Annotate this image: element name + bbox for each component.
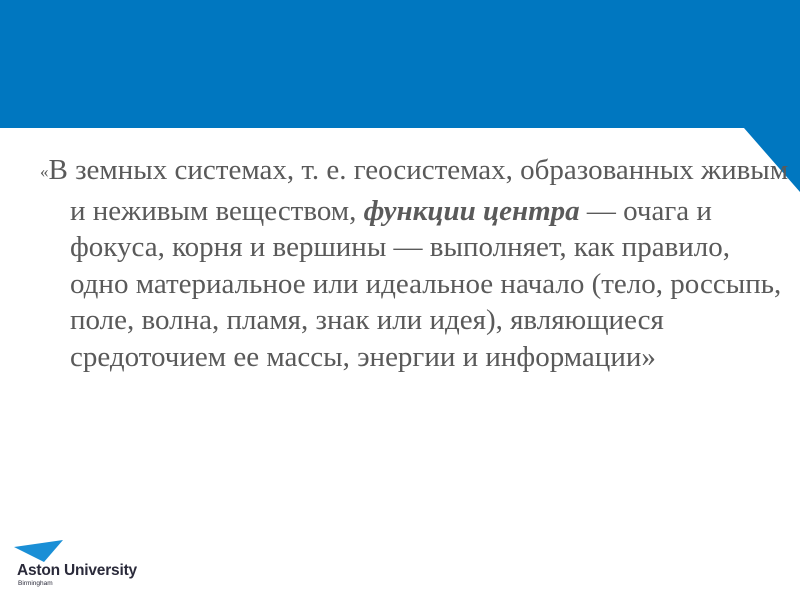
logo-name: Aston University	[17, 562, 137, 579]
quote-part-1: В земных системах, т. е. геосистемах, образованных живым и неживым веществом,	[48, 154, 789, 227]
quote-text	[40, 152, 790, 375]
quote-close-mark: »	[641, 340, 656, 373]
quote-part-2: — очага и фокуса, корня и вершины — выполняет, как правило, одно материальное или идеальное начало (тело, россыпь, поле, волна, пламя, знак или идея), являющиеся средоточием ее массы, энергии и информации	[70, 194, 782, 373]
quote-emphasis: функции центра	[363, 194, 580, 227]
logo-location: Birmingham	[18, 580, 53, 587]
aston-university-logo	[14, 538, 144, 592]
aston-triangle-icon	[14, 538, 64, 564]
quote-open-mark: «	[40, 162, 49, 181]
